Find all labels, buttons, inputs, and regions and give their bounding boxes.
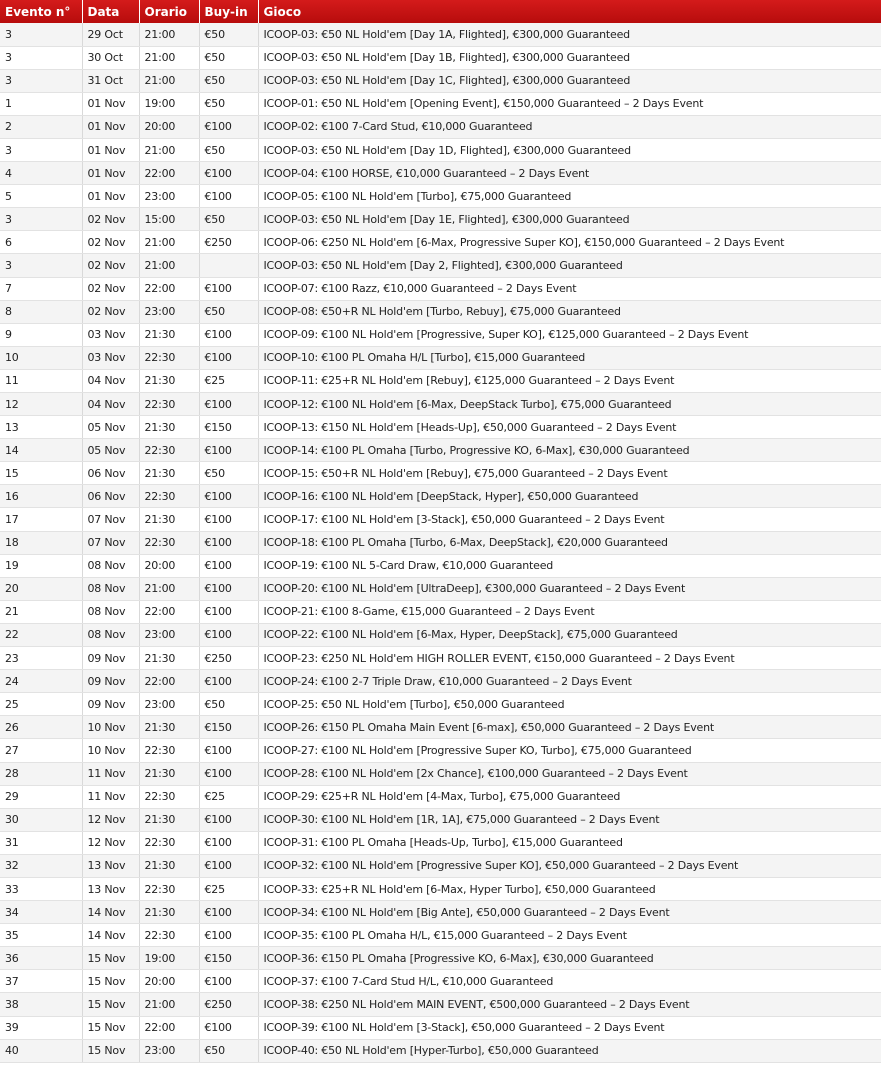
cell-time: 21:00 [139,23,199,46]
cell-game: ICOOP-07: €100 Razz, €10,000 Guaranteed – 2 Days Event [258,277,881,300]
cell-game: ICOOP-15: €50+R NL Hold'em [Rebuy], €75,000 Guaranteed – 2 Days Event [258,462,881,485]
cell-date: 02 Nov [82,208,139,231]
cell-time: 22:00 [139,670,199,693]
cell-time: 22:00 [139,162,199,185]
cell-time: 22:30 [139,739,199,762]
table-row [0,1016,881,1039]
cell-event-number: 3 [0,23,82,46]
table-row [0,762,881,785]
cell-game: ICOOP-11: €25+R NL Hold'em [Rebuy], €125,000 Guaranteed – 2 Days Event [258,369,881,392]
cell-date: 07 Nov [82,508,139,531]
cell-buy-in: €50 [199,69,258,92]
cell-date: 01 Nov [82,115,139,138]
cell-game: ICOOP-03: €50 NL Hold'em [Day 2, Flighted], €300,000 Guaranteed [258,254,881,277]
cell-buy-in: €100 [199,323,258,346]
cell-game: ICOOP-20: €100 NL Hold'em [UltraDeep], €300,000 Guaranteed – 2 Days Event [258,577,881,600]
cell-time: 23:00 [139,693,199,716]
cell-date: 15 Nov [82,1016,139,1039]
cell-time: 21:30 [139,716,199,739]
table-row [0,46,881,69]
cell-game: ICOOP-19: €100 NL 5-Card Draw, €10,000 Guaranteed [258,554,881,577]
cell-game: ICOOP-40: €50 NL Hold'em [Hyper-Turbo], €50,000 Guaranteed [258,1039,881,1062]
cell-date: 09 Nov [82,647,139,670]
cell-game: ICOOP-28: €100 NL Hold'em [2x Chance], €100,000 Guaranteed – 2 Days Event [258,762,881,785]
cell-date: 11 Nov [82,762,139,785]
cell-buy-in: €100 [199,970,258,993]
cell-date: 14 Nov [82,901,139,924]
cell-event-number: 22 [0,623,82,646]
cell-buy-in: €50 [199,23,258,46]
table-row [0,485,881,508]
cell-buy-in: €100 [199,577,258,600]
table-row [0,831,881,854]
cell-game: ICOOP-29: €25+R NL Hold'em [4-Max, Turbo], €75,000 Guaranteed [258,785,881,808]
cell-event-number: 16 [0,485,82,508]
cell-date: 08 Nov [82,623,139,646]
cell-time: 22:30 [139,439,199,462]
cell-buy-in: €150 [199,416,258,439]
cell-event-number: 3 [0,69,82,92]
cell-buy-in: €25 [199,785,258,808]
cell-buy-in: €100 [199,854,258,877]
cell-game: ICOOP-36: €150 PL Omaha [Progressive KO, 6-Max], €30,000 Guaranteed [258,947,881,970]
cell-time: 21:30 [139,901,199,924]
cell-date: 05 Nov [82,416,139,439]
cell-date: 11 Nov [82,785,139,808]
table-row [0,785,881,808]
table-row [0,23,881,46]
table-row [0,369,881,392]
cell-time: 21:30 [139,808,199,831]
cell-game: ICOOP-26: €150 PL Omaha Main Event [6-max], €50,000 Guaranteed – 2 Days Event [258,716,881,739]
cell-time: 22:30 [139,485,199,508]
cell-game: ICOOP-37: €100 7-Card Stud H/L, €10,000 Guaranteed [258,970,881,993]
cell-time: 22:00 [139,277,199,300]
cell-event-number: 38 [0,993,82,1016]
cell-game: ICOOP-35: €100 PL Omaha H/L, €15,000 Guaranteed – 2 Days Event [258,924,881,947]
cell-event-number: 3 [0,138,82,161]
cell-event-number: 30 [0,808,82,831]
cell-date: 01 Nov [82,138,139,161]
table-row [0,92,881,115]
cell-buy-in: €100 [199,531,258,554]
cell-time: 21:30 [139,762,199,785]
cell-buy-in: €250 [199,647,258,670]
table-row [0,185,881,208]
cell-event-number: 40 [0,1039,82,1062]
cell-time: 19:00 [139,947,199,970]
cell-event-number: 33 [0,877,82,900]
cell-game: ICOOP-21: €100 8-Game, €15,000 Guaranteed – 2 Days Event [258,600,881,623]
cell-event-number: 25 [0,693,82,716]
cell-time: 22:00 [139,1016,199,1039]
cell-buy-in: €50 [199,208,258,231]
cell-game: ICOOP-03: €50 NL Hold'em [Day 1B, Flighted], €300,000 Guaranteed [258,46,881,69]
cell-date: 02 Nov [82,300,139,323]
cell-buy-in: €100 [199,508,258,531]
cell-game: ICOOP-27: €100 NL Hold'em [Progressive Super KO, Turbo], €75,000 Guaranteed [258,739,881,762]
cell-event-number: 12 [0,393,82,416]
cell-game: ICOOP-22: €100 NL Hold'em [6-Max, Hyper, DeepStack], €75,000 Guaranteed [258,623,881,646]
cell-time: 21:30 [139,854,199,877]
cell-game: ICOOP-31: €100 PL Omaha [Heads-Up, Turbo], €15,000 Guaranteed [258,831,881,854]
cell-time: 23:00 [139,623,199,646]
table-row [0,300,881,323]
cell-date: 06 Nov [82,462,139,485]
header-date: Data [82,0,139,23]
cell-event-number: 37 [0,970,82,993]
cell-buy-in: €100 [199,924,258,947]
cell-event-number: 8 [0,300,82,323]
cell-buy-in: €100 [199,485,258,508]
cell-buy-in: €50 [199,1039,258,1062]
table-row [0,162,881,185]
cell-game: ICOOP-16: €100 NL Hold'em [DeepStack, Hyper], €50,000 Guaranteed [258,485,881,508]
table-row [0,924,881,947]
cell-event-number: 3 [0,208,82,231]
cell-time: 21:00 [139,46,199,69]
cell-game: ICOOP-25: €50 NL Hold'em [Turbo], €50,000 Guaranteed [258,693,881,716]
cell-event-number: 24 [0,670,82,693]
header-buy-in: Buy-in [199,0,258,23]
cell-game: ICOOP-18: €100 PL Omaha [Turbo, 6-Max, DeepStack], €20,000 Guaranteed [258,531,881,554]
cell-event-number: 32 [0,854,82,877]
table-row [0,970,881,993]
cell-game: ICOOP-03: €50 NL Hold'em [Day 1E, Flighted], €300,000 Guaranteed [258,208,881,231]
cell-time: 22:30 [139,831,199,854]
table-row [0,115,881,138]
cell-date: 01 Nov [82,162,139,185]
cell-buy-in: €50 [199,462,258,485]
cell-date: 13 Nov [82,854,139,877]
cell-event-number: 35 [0,924,82,947]
cell-game: ICOOP-10: €100 PL Omaha H/L [Turbo], €15,000 Guaranteed [258,346,881,369]
cell-time: 23:00 [139,300,199,323]
cell-date: 04 Nov [82,393,139,416]
cell-buy-in: €50 [199,46,258,69]
cell-event-number: 14 [0,439,82,462]
cell-time: 22:30 [139,393,199,416]
cell-time: 21:30 [139,323,199,346]
table-row [0,808,881,831]
cell-time: 21:30 [139,462,199,485]
table-row [0,716,881,739]
cell-buy-in: €50 [199,693,258,716]
table-row [0,1039,881,1062]
cell-time: 21:00 [139,138,199,161]
cell-date: 04 Nov [82,369,139,392]
cell-date: 01 Nov [82,185,139,208]
cell-buy-in [199,254,258,277]
cell-game: ICOOP-04: €100 HORSE, €10,000 Guaranteed – 2 Days Event [258,162,881,185]
cell-event-number: 10 [0,346,82,369]
cell-time: 22:30 [139,531,199,554]
cell-time: 20:00 [139,554,199,577]
cell-buy-in: €100 [199,115,258,138]
cell-date: 10 Nov [82,739,139,762]
cell-event-number: 9 [0,323,82,346]
cell-date: 14 Nov [82,924,139,947]
cell-buy-in: €100 [199,901,258,924]
cell-date: 08 Nov [82,577,139,600]
table-row [0,69,881,92]
cell-date: 05 Nov [82,439,139,462]
cell-time: 23:00 [139,1039,199,1062]
cell-date: 15 Nov [82,970,139,993]
cell-date: 09 Nov [82,670,139,693]
cell-event-number: 2 [0,115,82,138]
cell-date: 02 Nov [82,231,139,254]
cell-date: 12 Nov [82,831,139,854]
cell-event-number: 11 [0,369,82,392]
table-row [0,577,881,600]
cell-date: 15 Nov [82,947,139,970]
cell-date: 01 Nov [82,92,139,115]
cell-buy-in: €100 [199,393,258,416]
cell-game: ICOOP-03: €50 NL Hold'em [Day 1A, Flighted], €300,000 Guaranteed [258,23,881,46]
cell-game: ICOOP-09: €100 NL Hold'em [Progressive, Super KO], €125,000 Guaranteed – 2 Days Event [258,323,881,346]
header-game: Gioco [263,4,302,19]
header-row [0,0,881,23]
header-event-number: Evento n° [0,0,82,23]
cell-event-number: 31 [0,831,82,854]
cell-game: ICOOP-12: €100 NL Hold'em [6-Max, DeepStack Turbo], €75,000 Guaranteed [258,393,881,416]
cell-time: 21:00 [139,993,199,1016]
cell-buy-in: €100 [199,277,258,300]
table-row [0,346,881,369]
table-row [0,254,881,277]
cell-game: ICOOP-13: €150 NL Hold'em [Heads-Up], €50,000 Guaranteed – 2 Days Event [258,416,881,439]
cell-game: ICOOP-06: €250 NL Hold'em [6-Max, Progressive Super KO], €150,000 Guaranteed – 2 Days Event [258,231,881,254]
table-row [0,877,881,900]
cell-event-number: 39 [0,1016,82,1039]
cell-game: ICOOP-03: €50 NL Hold'em [Day 1D, Flighted], €300,000 Guaranteed [258,138,881,161]
cell-date: 15 Nov [82,1039,139,1062]
cell-buy-in: €100 [199,554,258,577]
table-row [0,277,881,300]
cell-game: ICOOP-08: €50+R NL Hold'em [Turbo, Rebuy], €75,000 Guaranteed [258,300,881,323]
cell-event-number: 15 [0,462,82,485]
cell-time: 19:00 [139,92,199,115]
cell-event-number: 34 [0,901,82,924]
cell-date: 06 Nov [82,485,139,508]
table-row [0,739,881,762]
cell-buy-in: €150 [199,947,258,970]
cell-game: ICOOP-05: €100 NL Hold'em [Turbo], €75,000 Guaranteed [258,185,881,208]
cell-time: 21:30 [139,369,199,392]
cell-date: 12 Nov [82,808,139,831]
cell-time: 22:30 [139,877,199,900]
table-row [0,323,881,346]
cell-buy-in: €100 [199,831,258,854]
cell-buy-in: €50 [199,300,258,323]
table-row [0,693,881,716]
table-row [0,231,881,254]
cell-time: 23:00 [139,185,199,208]
cell-date: 10 Nov [82,716,139,739]
cell-event-number: 29 [0,785,82,808]
table-row [0,600,881,623]
cell-time: 21:00 [139,254,199,277]
cell-game: ICOOP-32: €100 NL Hold'em [Progressive Super KO], €50,000 Guaranteed – 2 Days Event [258,854,881,877]
cell-event-number: 3 [0,46,82,69]
cell-buy-in: €100 [199,600,258,623]
cell-time: 20:00 [139,970,199,993]
cell-event-number: 21 [0,600,82,623]
table-row [0,208,881,231]
cell-time: 21:00 [139,577,199,600]
cell-event-number: 36 [0,947,82,970]
table-row [0,947,881,970]
cell-event-number: 19 [0,554,82,577]
table-row [0,462,881,485]
cell-event-number: 20 [0,577,82,600]
cell-game: ICOOP-23: €250 NL Hold'em HIGH ROLLER EVENT, €150,000 Guaranteed – 2 Days Event [258,647,881,670]
cell-game: ICOOP-14: €100 PL Omaha [Turbo, Progressive KO, 6-Max], €30,000 Guaranteed [258,439,881,462]
cell-game: ICOOP-03: €50 NL Hold'em [Day 1C, Flighted], €300,000 Guaranteed [258,69,881,92]
cell-game: ICOOP-39: €100 NL Hold'em [3-Stack], €50,000 Guaranteed – 2 Days Event [258,1016,881,1039]
cell-date: 09 Nov [82,693,139,716]
cell-game: ICOOP-33: €25+R NL Hold'em [6-Max, Hyper Turbo], €50,000 Guaranteed [258,877,881,900]
cell-buy-in: €100 [199,346,258,369]
cell-game: ICOOP-34: €100 NL Hold'em [Big Ante], €50,000 Guaranteed – 2 Days Event [258,901,881,924]
cell-buy-in: €100 [199,439,258,462]
table-row [0,439,881,462]
table-row [0,854,881,877]
table-row [0,508,881,531]
cell-buy-in: €150 [199,716,258,739]
cell-time: 22:00 [139,600,199,623]
cell-event-number: 17 [0,508,82,531]
cell-event-number: 27 [0,739,82,762]
cell-date: 15 Nov [82,993,139,1016]
cell-time: 21:00 [139,231,199,254]
cell-buy-in: €100 [199,162,258,185]
cell-buy-in: €100 [199,670,258,693]
cell-time: 20:00 [139,115,199,138]
table-row [0,393,881,416]
cell-date: 03 Nov [82,346,139,369]
table-header [0,0,881,23]
table-row [0,138,881,161]
cell-date: 29 Oct [82,23,139,46]
table-row [0,416,881,439]
cell-event-number: 28 [0,762,82,785]
cell-date: 02 Nov [82,254,139,277]
cell-date: 31 Oct [82,69,139,92]
table-row [0,901,881,924]
cell-buy-in: €100 [199,623,258,646]
cell-buy-in: €250 [199,993,258,1016]
cell-event-number: 1 [0,92,82,115]
cell-buy-in: €100 [199,1016,258,1039]
cell-game: ICOOP-17: €100 NL Hold'em [3-Stack], €50,000 Guaranteed – 2 Days Event [258,508,881,531]
cell-game: ICOOP-01: €50 NL Hold'em [Opening Event], €150,000 Guaranteed – 2 Days Event [258,92,881,115]
cell-event-number: 26 [0,716,82,739]
cell-buy-in: €25 [199,877,258,900]
cell-time: 21:00 [139,69,199,92]
cell-time: 21:30 [139,416,199,439]
header-time: Orario [139,0,199,23]
table-row [0,993,881,1016]
cell-game: ICOOP-38: €250 NL Hold'em MAIN EVENT, €500,000 Guaranteed – 2 Days Event [258,993,881,1016]
cell-date: 08 Nov [82,600,139,623]
cell-event-number: 18 [0,531,82,554]
table-row [0,670,881,693]
cell-event-number: 7 [0,277,82,300]
cell-time: 22:30 [139,924,199,947]
cell-buy-in: €100 [199,762,258,785]
cell-buy-in: €50 [199,138,258,161]
table-row [0,554,881,577]
cell-date: 13 Nov [82,877,139,900]
cell-buy-in: €100 [199,185,258,208]
cell-time: 21:30 [139,647,199,670]
table-body [0,23,881,1062]
table-row [0,531,881,554]
cell-time: 21:30 [139,508,199,531]
cell-game: ICOOP-24: €100 2-7 Triple Draw, €10,000 Guaranteed – 2 Days Event [258,670,881,693]
cell-buy-in: €25 [199,369,258,392]
cell-buy-in: €250 [199,231,258,254]
cell-game: ICOOP-30: €100 NL Hold'em [1R, 1A], €75,000 Guaranteed – 2 Days Event [258,808,881,831]
table-row [0,647,881,670]
cell-buy-in: €50 [199,92,258,115]
cell-buy-in: €100 [199,808,258,831]
cell-time: 22:30 [139,346,199,369]
cell-date: 07 Nov [82,531,139,554]
cell-event-number: 13 [0,416,82,439]
table-row [0,623,881,646]
cell-event-number: 6 [0,231,82,254]
cell-date: 08 Nov [82,554,139,577]
cell-buy-in: €100 [199,739,258,762]
cell-time: 15:00 [139,208,199,231]
cell-date: 30 Oct [82,46,139,69]
cell-event-number: 4 [0,162,82,185]
cell-event-number: 5 [0,185,82,208]
cell-date: 02 Nov [82,277,139,300]
cell-time: 22:30 [139,785,199,808]
cell-game: ICOOP-02: €100 7-Card Stud, €10,000 Guaranteed [258,115,881,138]
cell-event-number: 23 [0,647,82,670]
cell-event-number: 3 [0,254,82,277]
cell-date: 03 Nov [82,323,139,346]
